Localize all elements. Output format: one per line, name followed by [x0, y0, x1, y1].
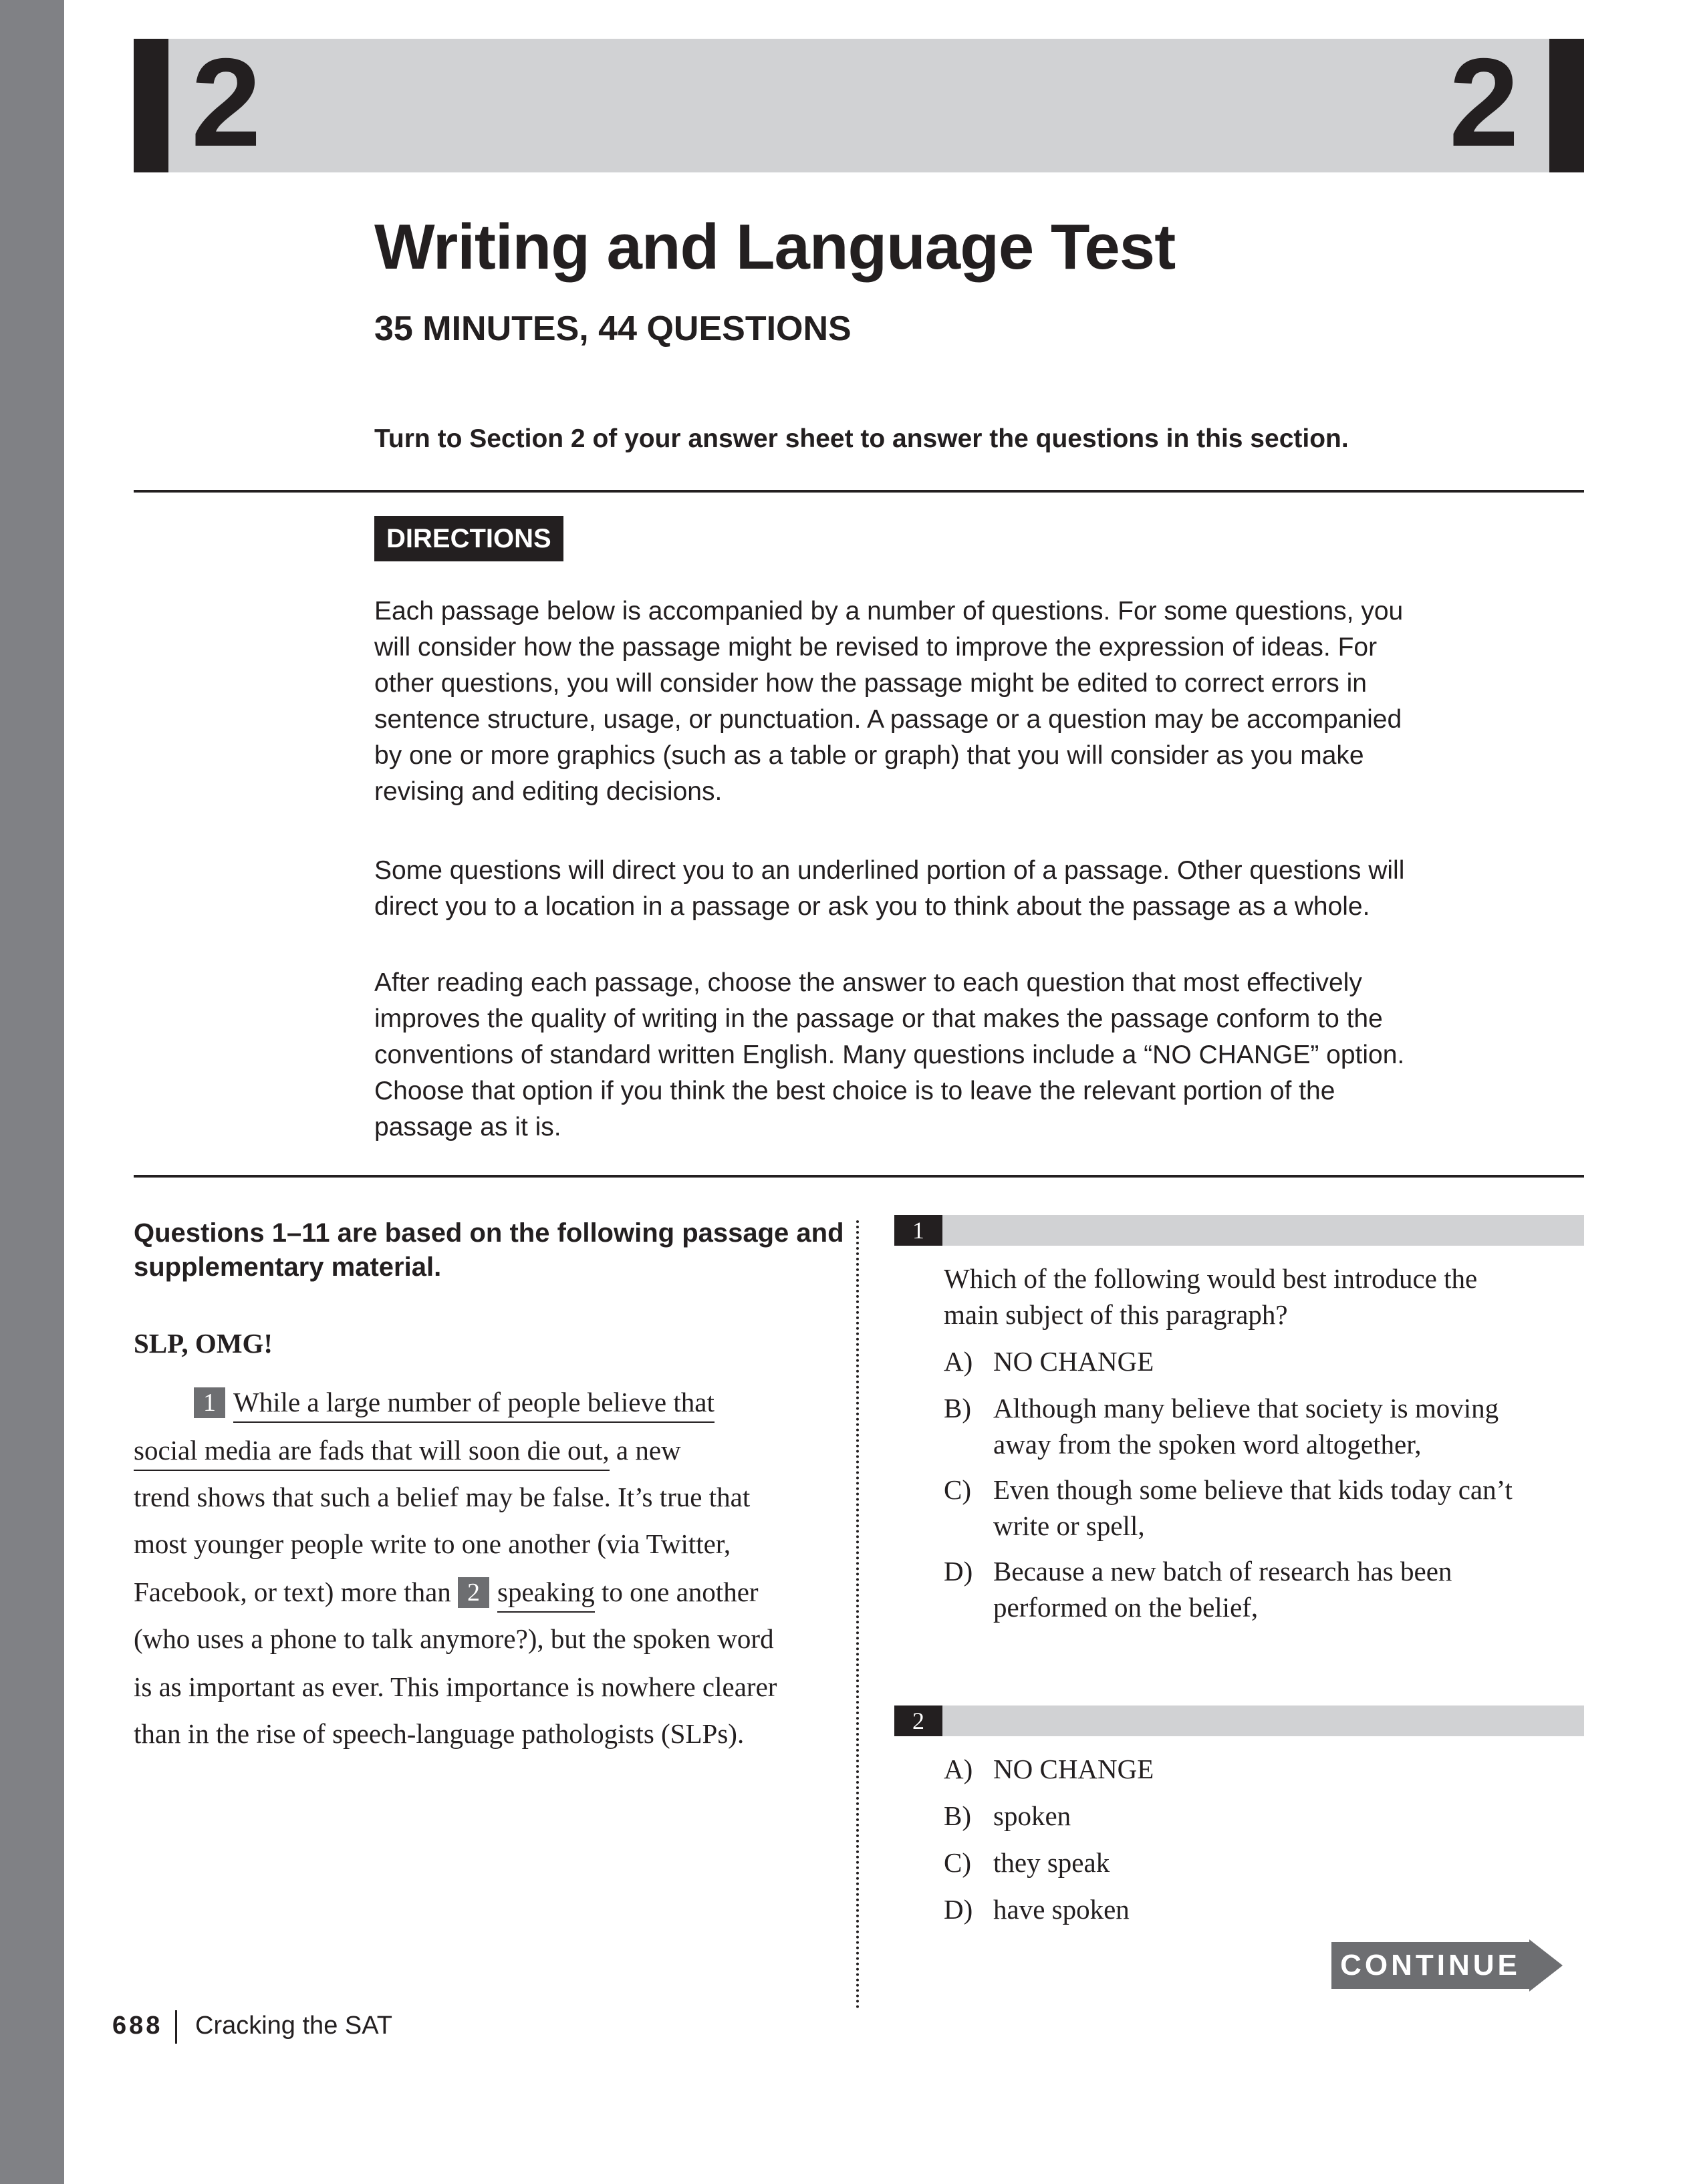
question-marker-1[interactable]: 1 — [194, 1387, 225, 1418]
passage-line-4: most younger people write to one another (via Twitter, — [134, 1528, 731, 1559]
column-divider — [856, 1220, 859, 2009]
question-1-bar — [894, 1215, 1584, 1246]
option-text: Although many believe that society is moving — [993, 1393, 1499, 1423]
option-text: Even though some believe that kids today can’t — [993, 1474, 1513, 1505]
directions-line: Some questions will direct you to an underlined portion of a passage. Other questions will — [374, 856, 1405, 885]
directions-line: Choose that option if you think the best choice is to leave the relevant portion of the — [374, 1077, 1335, 1105]
directions-line: improves the quality of writing in the passage or that makes the passage conform to the — [374, 1004, 1383, 1033]
passage-text: Facebook, or text) more than — [134, 1577, 459, 1607]
directions-paragraph-2 — [374, 853, 1444, 925]
directions-paragraph-1 — [374, 593, 1444, 810]
passage-text: to one another — [594, 1577, 759, 1607]
option-text: Because a new batch of research has been — [993, 1556, 1452, 1587]
directions-line: Each passage below is accompanied by a number of questions. For some questions, you — [374, 597, 1404, 626]
option-text: have spoken — [993, 1894, 1130, 1925]
directions-line: revising and editing decisions. — [374, 777, 723, 806]
passage-title: SLP, OMG! — [134, 1328, 273, 1359]
option-text: performed on the belief, — [993, 1592, 1259, 1623]
option-letter: C) — [944, 1847, 971, 1878]
page-edge-strip — [0, 0, 64, 2184]
page-title: Writing and Language Test — [374, 211, 1176, 283]
option-letter: D) — [944, 1894, 973, 1925]
option-text: spoken — [993, 1800, 1071, 1831]
option-text: NO CHANGE — [993, 1754, 1154, 1784]
continue-arrow-icon — [1529, 1939, 1563, 1992]
section-header-band — [134, 39, 1584, 172]
passage-line-7: is as important as ever. This importance is nowhere clearer — [134, 1671, 777, 1702]
book-title: Cracking the SAT — [195, 2012, 392, 2040]
footer-separator — [175, 2010, 177, 2044]
question-1-number: 1 — [894, 1215, 942, 1246]
option-text: write or spell, — [993, 1510, 1145, 1541]
option-text: away from the spoken word altogether, — [993, 1429, 1422, 1460]
option-letter: A) — [944, 1754, 973, 1784]
option-letter: C) — [944, 1474, 971, 1505]
section-header-bar-right — [1549, 39, 1584, 172]
option-text: NO CHANGE — [993, 1346, 1154, 1377]
passage-intro-line: Questions 1–11 are based on the following passage and — [134, 1218, 844, 1248]
option-text: they speak — [993, 1847, 1110, 1878]
question-2-number: 2 — [894, 1705, 942, 1736]
question-stem-line: main subject of this paragraph? — [944, 1299, 1288, 1330]
directions-line: After reading each passage, choose the answer to each question that most effectively — [374, 968, 1362, 997]
answer-sheet-instruction: Turn to Section 2 of your answer sheet to answer the questions in this section. — [374, 424, 1349, 453]
question-stem-line: Which of the following would best introduce the — [944, 1263, 1478, 1294]
passage-line-6: (who uses a phone to talk anymore?), but the spoken word — [134, 1623, 774, 1654]
directions-line: other questions, you will consider how the passage might be edited to correct errors in — [374, 669, 1367, 698]
passage-line-8: than in the rise of speech-language pathologists (SLPs). — [134, 1718, 745, 1749]
divider-top — [134, 490, 1584, 493]
directions-line: will consider how the passage might be revised to improve the expression of ideas. For — [374, 633, 1378, 662]
question-marker-2[interactable]: 2 — [458, 1577, 489, 1608]
underlined-portion-1-cont[interactable]: social media are fads that will soon die out, — [134, 1435, 610, 1471]
option-letter: D) — [944, 1556, 973, 1587]
passage-text: a new — [609, 1435, 681, 1466]
directions-line: passage as it is. — [374, 1113, 561, 1141]
passage-intro — [134, 1216, 842, 1284]
option-letter: B) — [944, 1800, 971, 1831]
continue-label: CONTINUE — [1331, 1942, 1529, 1989]
divider-middle — [134, 1175, 1584, 1178]
passage-line-1 — [194, 1382, 715, 1422]
directions-line: by one or more graphics (such as a table or graph) that you will consider as you make — [374, 741, 1364, 770]
underlined-portion-1[interactable]: While a large number of people believe that — [233, 1387, 715, 1423]
section-header-bar-left — [134, 39, 168, 172]
directions-line: direct you to a location in a passage or ask you to think about the passage as a whole. — [374, 892, 1370, 921]
option-letter: B) — [944, 1393, 971, 1423]
passage-line-2 — [134, 1430, 681, 1470]
option-letter: A) — [944, 1346, 973, 1377]
section-number-right: 2 — [1449, 32, 1519, 172]
directions-label: DIRECTIONS — [374, 516, 563, 561]
directions-line: sentence structure, usage, or punctuation. A passage or a question may be accompanied — [374, 705, 1402, 734]
passage-line-3: trend shows that such a belief may be false. It’s true that — [134, 1482, 751, 1512]
question-2-bar — [894, 1705, 1584, 1736]
page-number: 688 — [112, 2012, 163, 2040]
passage-intro-line: supplementary material. — [134, 1252, 442, 1282]
section-number-left: 2 — [191, 32, 261, 172]
page-subtitle: 35 MINUTES, 44 QUESTIONS — [374, 309, 852, 348]
underlined-portion-2[interactable]: speaking — [497, 1577, 595, 1613]
directions-paragraph-3 — [374, 965, 1444, 1145]
passage-line-5 — [134, 1572, 759, 1612]
directions-line: conventions of standard written English. Many questions include a “NO CHANGE” option. — [374, 1041, 1405, 1069]
question-1-stem — [944, 1260, 1559, 1333]
